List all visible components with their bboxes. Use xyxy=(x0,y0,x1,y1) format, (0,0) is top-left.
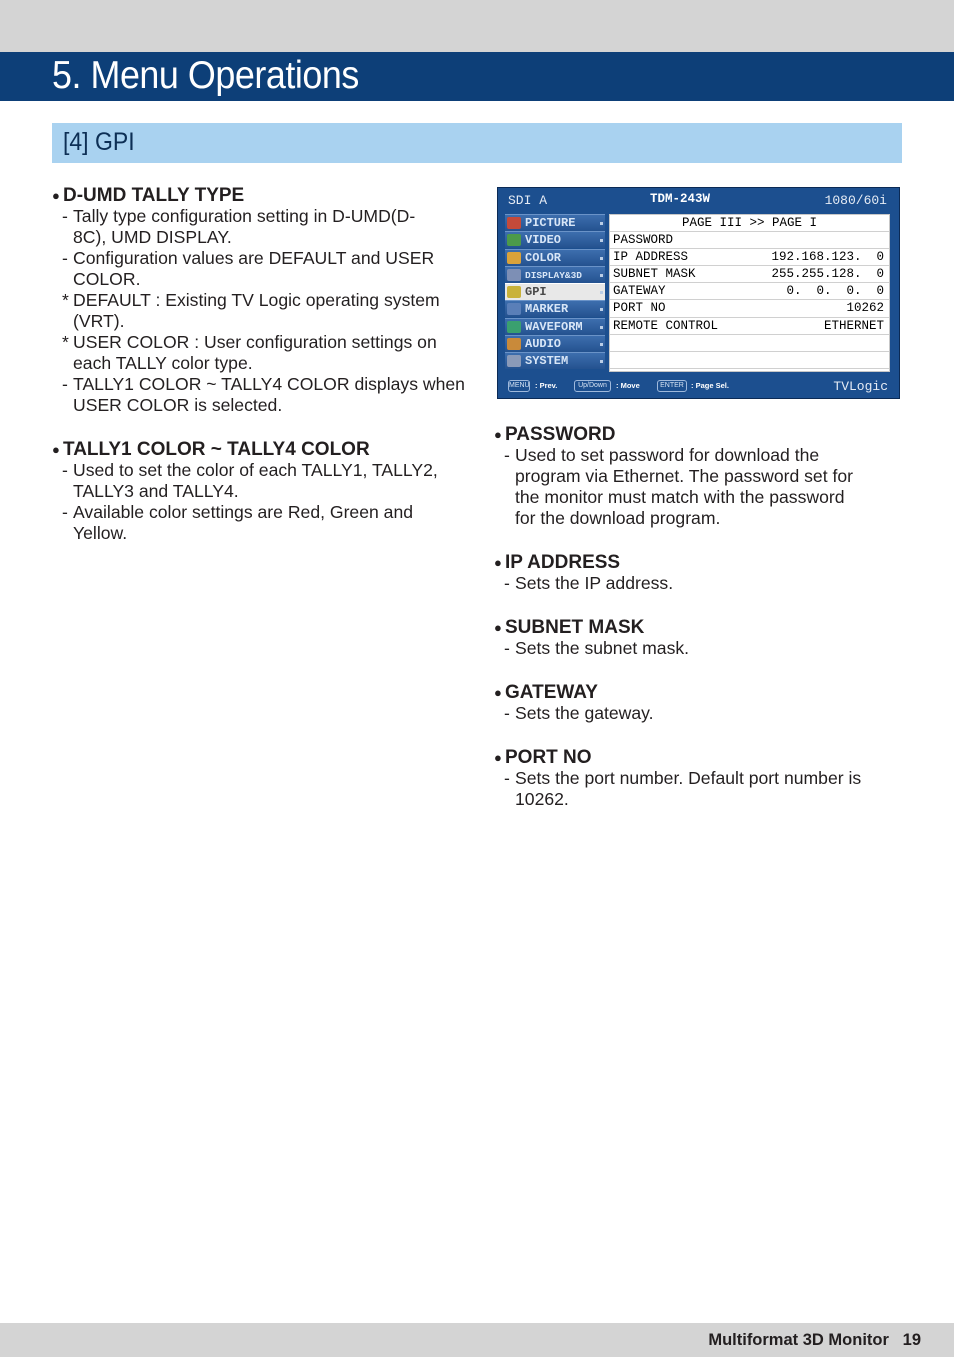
footer xyxy=(0,1323,954,1357)
line-text: Sets the IP address. xyxy=(515,573,674,593)
line-text: USER COLOR is selected. xyxy=(73,395,283,415)
osd-page-header xyxy=(610,215,889,232)
osd-menu-arrow-icon xyxy=(600,291,603,294)
bullet-item xyxy=(494,747,904,810)
line-mark: - xyxy=(62,374,68,394)
osd-menu-icon xyxy=(507,321,521,333)
bullet-item xyxy=(52,439,472,544)
bullet-line xyxy=(494,638,904,659)
line-text: Sets the port number. Default port number is xyxy=(515,768,862,788)
bullet-line xyxy=(52,206,472,227)
osd-row xyxy=(610,335,889,352)
bullet-item xyxy=(494,682,904,724)
bullet-heading xyxy=(494,682,904,703)
osd-row xyxy=(610,249,889,266)
osd-menu-item-waveform xyxy=(505,318,605,335)
osd-menu-label: PICTURE xyxy=(525,216,576,230)
osd-model: TDM-243W xyxy=(650,192,711,206)
osd-row xyxy=(610,283,889,300)
osd-menu-label: DISPLAY&3D xyxy=(525,269,583,281)
osd-menu-label: SYSTEM xyxy=(525,354,569,369)
line-text: Sets the subnet mask. xyxy=(515,638,690,658)
bullet-heading-text: PASSWORD xyxy=(505,424,616,445)
osd-menu-label: COLOR xyxy=(525,250,562,265)
osd-key-menu: MENU xyxy=(508,380,530,392)
bullet-line xyxy=(494,768,904,789)
bullet-item xyxy=(52,185,472,416)
bullet-line xyxy=(52,290,472,311)
osd-row-label: GATEWAY xyxy=(613,284,666,299)
osd-row-value: 0. 0. 0. 0 xyxy=(786,284,884,299)
osd-row xyxy=(610,266,889,283)
line-text: program via Ethernet. The password set for xyxy=(515,466,854,486)
osd-source: SDI A xyxy=(508,193,548,208)
bullet-line xyxy=(52,460,472,481)
bullet-line xyxy=(52,481,472,502)
osd-menu-icon xyxy=(507,355,521,367)
bullet-line xyxy=(52,374,472,395)
bullet-line xyxy=(494,789,904,810)
osd-menu-item-marker xyxy=(505,300,605,317)
line-text: each TALLY color type. xyxy=(73,353,253,373)
osd-key-hint: : Prev. xyxy=(535,381,558,390)
line-text: Tally type configuration setting in D-UMD(D- xyxy=(73,206,416,226)
osd-row xyxy=(610,232,889,249)
osd-screenshot xyxy=(497,187,900,399)
osd-menu-item-display-3d xyxy=(505,266,605,283)
section-title-bar xyxy=(52,123,902,163)
line-mark: - xyxy=(504,768,510,788)
line-text: 8C), UMD DISPLAY. xyxy=(73,227,232,247)
osd-row-label: PASSWORD xyxy=(613,233,674,248)
osd-settings-panel xyxy=(609,214,890,372)
osd-menu-item-picture xyxy=(505,214,605,231)
line-mark: - xyxy=(504,638,510,658)
line-text: DEFAULT : Existing TV Logic operating system xyxy=(73,290,440,310)
bullet-line xyxy=(52,311,472,332)
line-text: USER COLOR : User configuration settings on xyxy=(73,332,437,352)
bullet-heading-text: D-UMD TALLY TYPE xyxy=(63,185,245,206)
osd-key-hint: : Move xyxy=(616,381,640,390)
osd-format: 1080/60i xyxy=(824,193,887,208)
bullet-line xyxy=(494,703,904,724)
osd-row-label: REMOTE CONTROL xyxy=(613,318,719,333)
osd-row-value: 255.255.128. 0 xyxy=(771,267,884,282)
osd-row-label: IP ADDRESS xyxy=(613,250,689,265)
line-text: (VRT). xyxy=(73,311,125,331)
osd-row xyxy=(610,318,889,335)
bullet-heading xyxy=(494,424,904,445)
line-text: Used to set the color of each TALLY1, TALLY2, xyxy=(73,460,438,480)
osd-menu-arrow-icon xyxy=(600,274,603,277)
osd-key-hint: : Page Sel. xyxy=(691,381,729,390)
osd-menu-label: MARKER xyxy=(525,302,569,317)
bullet-heading xyxy=(52,185,472,206)
osd-menu-icon xyxy=(507,303,521,315)
bullet-dot-icon: ● xyxy=(494,620,502,635)
osd-row xyxy=(610,300,889,317)
bullet-dot-icon: ● xyxy=(52,442,60,457)
line-text: Used to set password for download the xyxy=(515,445,820,465)
footer-text: Multiformat 3D Monitor 19 xyxy=(708,1331,921,1349)
line-mark: - xyxy=(504,703,510,723)
bullet-heading xyxy=(52,439,472,460)
line-text: Configuration values are DEFAULT and USER xyxy=(73,248,435,268)
osd-menu-label: GPI xyxy=(525,285,547,300)
line-text: Available color settings are Red, Green and xyxy=(73,502,414,522)
bullet-line xyxy=(52,353,472,374)
bullet-heading-text: PORT NO xyxy=(505,747,592,768)
bullet-heading-text: TALLY1 COLOR ~ TALLY4 COLOR xyxy=(63,439,370,460)
bullet-line xyxy=(494,508,904,529)
line-mark: * xyxy=(62,332,69,352)
bullet-heading xyxy=(494,617,904,638)
osd-menu-icon xyxy=(507,286,521,298)
osd-menu-arrow-icon xyxy=(600,308,603,311)
osd-key-up-down: Up/Down xyxy=(574,380,611,392)
osd-menu-arrow-icon xyxy=(600,360,603,363)
line-text: TALLY1 COLOR ~ TALLY4 COLOR displays when xyxy=(73,374,465,394)
osd-menu-icon xyxy=(507,217,521,229)
bullet-dot-icon: ● xyxy=(494,427,502,442)
bullet-line xyxy=(52,269,472,290)
bullet-heading-text: SUBNET MASK xyxy=(505,617,645,638)
bullet-line xyxy=(494,466,904,487)
osd-row-label: PORT NO xyxy=(613,301,666,316)
osd-menu xyxy=(505,214,605,374)
osd-menu-icon xyxy=(507,234,521,246)
osd-brand: TVLogic xyxy=(833,379,888,394)
bullet-line xyxy=(52,395,472,416)
osd-menu-icon xyxy=(507,252,521,264)
chapter-title: 5. Menu Operations xyxy=(52,54,359,97)
osd-row-value: 10262 xyxy=(846,301,884,316)
bullet-item xyxy=(494,424,904,529)
bullet-line xyxy=(494,487,904,508)
osd-bottom-bar xyxy=(508,379,888,395)
bullet-heading-text: GATEWAY xyxy=(505,682,598,703)
bullet-heading xyxy=(494,552,904,573)
osd-row-value: ETHERNET xyxy=(823,318,884,333)
osd-top-bar xyxy=(498,188,899,212)
top-band xyxy=(0,0,954,52)
bullet-line xyxy=(52,523,472,544)
line-mark: - xyxy=(504,445,510,465)
osd-page-header-text: PAGE III >> PAGE I xyxy=(681,216,818,230)
bullet-line xyxy=(494,445,904,466)
osd-menu-arrow-icon xyxy=(600,257,603,260)
osd-row xyxy=(610,352,889,369)
line-mark: - xyxy=(62,206,68,226)
line-text: for the download program. xyxy=(515,508,721,528)
bullet-dot-icon: ● xyxy=(52,188,60,203)
osd-row-value: 192.168.123. 0 xyxy=(771,250,884,265)
line-mark: - xyxy=(504,573,510,593)
bullet-item xyxy=(494,617,904,659)
osd-menu-arrow-icon xyxy=(600,222,603,225)
osd-menu-item-audio xyxy=(505,335,605,352)
osd-menu-label: AUDIO xyxy=(525,337,562,352)
osd-menu-item-color xyxy=(505,249,605,266)
section-title: [4] GPI xyxy=(63,128,135,156)
osd-menu-arrow-icon xyxy=(600,239,603,242)
bullet-heading xyxy=(494,747,904,768)
line-text: TALLY3 and TALLY4. xyxy=(73,481,239,501)
line-text: COLOR. xyxy=(73,269,141,289)
line-mark: - xyxy=(62,460,68,480)
bullet-line xyxy=(52,332,472,353)
osd-menu-item-gpi xyxy=(505,283,605,300)
bullet-dot-icon: ● xyxy=(494,555,502,570)
line-mark: * xyxy=(62,290,69,310)
osd-menu-label: WAVEFORM xyxy=(525,319,583,334)
line-text: 10262. xyxy=(515,789,569,809)
line-mark: - xyxy=(62,502,68,522)
line-text: Yellow. xyxy=(73,523,128,543)
bullet-line xyxy=(52,227,472,248)
line-text: Sets the gateway. xyxy=(515,703,654,723)
bullet-heading-text: IP ADDRESS xyxy=(505,552,621,573)
line-text: the monitor must match with the password xyxy=(515,487,845,507)
osd-menu-arrow-icon xyxy=(600,326,603,329)
osd-menu-icon xyxy=(507,269,521,281)
line-mark: - xyxy=(62,248,68,268)
bullet-line xyxy=(494,573,904,594)
bullet-dot-icon: ● xyxy=(494,750,502,765)
bullet-line xyxy=(52,502,472,523)
osd-row-label: SUBNET MASK xyxy=(613,267,696,282)
osd-menu-arrow-icon xyxy=(600,343,603,346)
bullet-dot-icon: ● xyxy=(494,685,502,700)
left-column xyxy=(52,185,472,567)
osd-menu-label: VIDEO xyxy=(525,233,562,248)
osd-menu-icon xyxy=(507,338,521,350)
bullet-item xyxy=(494,552,904,594)
osd-key-enter: ENTER xyxy=(657,380,687,392)
chapter-title-bar xyxy=(0,52,954,101)
osd-menu-item-video xyxy=(505,231,605,248)
right-column xyxy=(494,424,904,833)
osd-menu-item-system xyxy=(505,352,605,369)
bullet-line xyxy=(52,248,472,269)
